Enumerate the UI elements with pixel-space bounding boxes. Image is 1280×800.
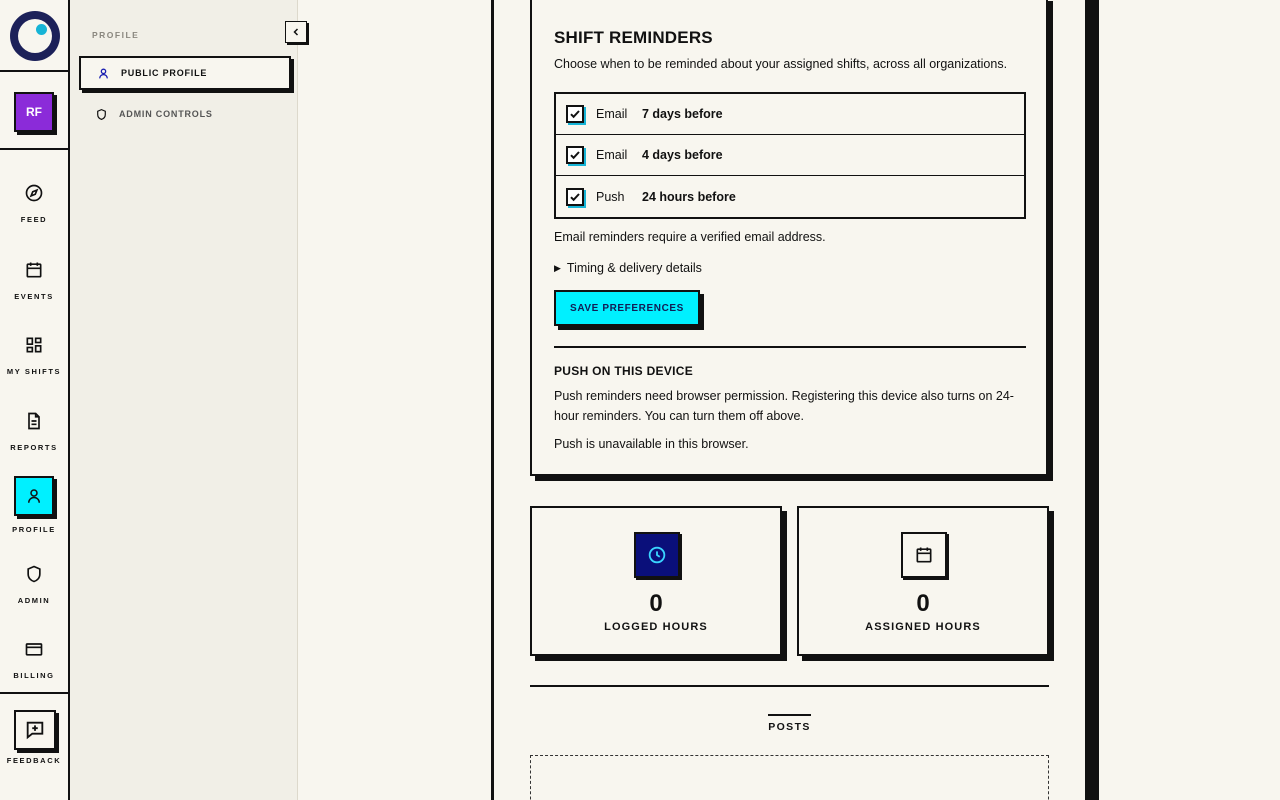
rail-item-admin[interactable] — [0, 562, 68, 605]
rail-label: MY SHIFTS — [6, 367, 62, 376]
reminder-list — [554, 92, 1026, 219]
collapse-sidebar-button[interactable] — [285, 21, 307, 43]
assigned-hours-label: ASSIGNED HOURS — [865, 621, 981, 633]
reminder-channel: Email — [596, 148, 628, 162]
rail-item-reports[interactable] — [0, 409, 68, 452]
feedback-button[interactable] — [14, 710, 56, 750]
checkmark-icon — [569, 149, 581, 161]
card-icon — [22, 637, 46, 661]
compass-icon — [22, 181, 46, 205]
tab-posts[interactable]: POSTS — [768, 714, 811, 733]
reminder-checkbox[interactable] — [566, 188, 584, 206]
content-border-right — [1085, 0, 1099, 800]
shift-reminders-card — [530, 0, 1048, 476]
reminder-checkbox[interactable] — [566, 105, 584, 123]
content-border-left — [491, 0, 494, 800]
rail-label: PROFILE — [12, 525, 56, 534]
details-label: Timing & delivery details — [566, 261, 702, 275]
card-title: SHIFT REMINDERS — [554, 28, 713, 47]
clock-icon — [634, 532, 680, 578]
rail-label: REPORTS — [10, 443, 58, 452]
logo-icon — [10, 11, 60, 61]
feedback-section — [0, 692, 68, 800]
email-verification-note: Email reminders require a verified email address. — [554, 230, 826, 244]
feedback-label: FEEDBACK — [6, 756, 62, 765]
subnav-item-public-profile[interactable] — [79, 56, 291, 90]
app-logo[interactable] — [0, 0, 68, 72]
avatar[interactable]: RF — [14, 92, 54, 132]
checkmark-icon — [569, 108, 581, 120]
subnav-item-admin-controls[interactable] — [79, 97, 291, 131]
reminder-timing: 7 days before — [642, 107, 723, 121]
rail-item-profile[interactable] — [0, 476, 68, 534]
timing-details-toggle[interactable] — [554, 261, 702, 275]
profile-subnav — [70, 0, 298, 800]
checkmark-icon — [569, 191, 581, 203]
subnav-heading: PROFILE — [92, 30, 140, 40]
rail-item-billing[interactable] — [0, 637, 68, 680]
chevron-left-icon — [291, 27, 301, 37]
card-description: Choose when to be reminded about your assigned shifts, across all organizations. — [554, 57, 1008, 71]
push-description: Push reminders need browser permission. Registering this device also turns on 24-hour reminders. You can turn them off above. — [554, 389, 1014, 423]
document-icon — [22, 409, 46, 433]
avatar-section — [0, 72, 68, 150]
reminder-row — [556, 176, 1024, 217]
app-rail — [0, 0, 70, 800]
calendar-icon — [22, 258, 46, 282]
posts-empty-area — [530, 755, 1049, 800]
push-status: Push is unavailable in this browser. — [554, 437, 749, 451]
subnav-item-label: ADMIN CONTROLS — [119, 109, 213, 119]
rail-item-my-shifts[interactable] — [0, 333, 68, 376]
subnav-item-label: PUBLIC PROFILE — [121, 68, 208, 78]
calendar-icon — [901, 532, 947, 578]
grid-icon — [22, 333, 46, 357]
shield-icon — [22, 562, 46, 586]
reminder-timing: 4 days before — [642, 148, 723, 162]
logged-hours-label: LOGGED HOURS — [604, 621, 708, 633]
reminder-channel: Push — [596, 189, 625, 204]
logged-hours-card — [530, 506, 782, 656]
rail-label: ADMIN — [17, 596, 51, 605]
shield-icon — [94, 107, 108, 121]
rail-label: EVENTS — [14, 292, 54, 301]
reminder-row — [556, 94, 1024, 135]
rail-item-events[interactable] — [0, 258, 68, 301]
user-icon — [14, 476, 54, 516]
disclosure-triangle-icon: ▶ — [554, 262, 561, 273]
rail-label: FEED — [20, 215, 48, 224]
assigned-hours-value: 0 — [916, 590, 930, 617]
assigned-hours-card — [797, 506, 1049, 656]
feedback-icon — [24, 719, 46, 741]
rail-label: BILLING — [13, 671, 55, 680]
push-section-title: PUSH ON THIS DEVICE — [554, 364, 694, 378]
reminder-timing: 24 hours before — [642, 189, 736, 204]
divider — [554, 346, 1026, 348]
logged-hours-value: 0 — [649, 590, 663, 617]
reminder-row — [556, 135, 1024, 176]
reminder-checkbox[interactable] — [566, 146, 584, 164]
user-icon — [96, 66, 110, 80]
save-preferences-button[interactable]: SAVE PREFERENCES — [554, 290, 700, 326]
reminder-channel: Email — [596, 107, 628, 121]
section-divider — [530, 685, 1049, 687]
rail-item-feed[interactable] — [0, 181, 68, 224]
